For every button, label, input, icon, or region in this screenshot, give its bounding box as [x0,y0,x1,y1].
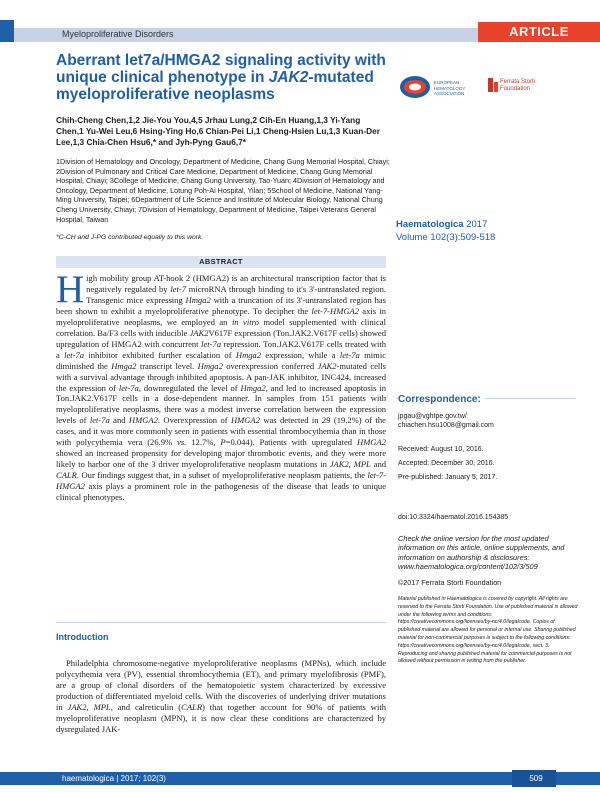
contribution-note: *C-CH and J-PG contributed equally to this work. [56,234,204,241]
online-version-note: Check the online version for the most updated information on this article, online supplements, and information on authorship & disclosures: www.haematologica.org/content/102/3/509 [398,534,565,572]
title-italic: JAK2 [268,69,309,86]
foundation-logo-icon [486,76,500,94]
footer-citation: haematologica | 2017; 102(3) [62,774,166,783]
copyright: ©2017 Ferrata Storti Foundation [398,578,502,587]
author-list: Chih-Cheng Chen,1,2 Jie-You You,4,5 Jrhau Lung,2 Cih-En Huang,1,3 Yi-Yang Chen,1 Yu-Wei Leu,6 Hsing-Ying Ho,6 Chian-Pei Li,1 Cheng-Hsien Lu,1,3 Kuan-Der Lee,1,3 Chia-Chen Hsu6,* and Jyh-Pyng Gau6,7* [56,115,380,147]
publication-dates [398,446,497,488]
article-title [56,52,396,103]
correspondence-heading: Correspondence: [398,394,485,405]
abstract-heading: ABSTRACT [199,257,243,266]
section-label: Myeloproliferative Disorders [62,29,174,39]
abstract-text [56,268,387,503]
abstract-dropcap: H [56,268,85,311]
section-divider [56,622,386,623]
journal-volume: Volume 102(3):509-518 [396,232,496,243]
received-date: Received: August 10, 2016. [398,446,484,453]
introduction-text: Philadelphia chromosome-negative myeloproliferative neoplasms (MPNs), which include polycythemia vera (PV), essential thrombocythemia (ET), and primary myelofibrosis (PMF), are a group of clonal disorders of the hematopoietic system characterized by excessive production of differentiated myeloid cells. With the discoveries of underlying driver mutations in JAK2, MPL, and calreticulin (CALR) that together account for 90% of patients with myeloproliferative neoplasm (MPN), it is now clear these conditions are characterized by dysregulated JAK- [56,658,386,734]
accepted-date: Accepted: December 30, 2016. [398,460,495,467]
email-link-1[interactable]: jpgau@vghtpe.gov.tw/ [398,413,467,420]
foundation-name-1: Ferrata Storti [500,79,536,85]
introduction-heading: Introduction [56,632,109,642]
prepublished-date: Pre-published: January 5, 2017. [398,474,498,481]
foundation-name-2: Foundation [500,86,531,92]
doi-link[interactable]: doi:10.3324/haematol.2016.154385 [398,514,509,521]
foundation-logo-text [500,79,535,93]
journal-name: Haematologica [396,219,464,230]
license-text: Material published in Haematologica is covered by copyright. All rights are reserved to the Ferrata Storti Foundation. Use of published material is allowed under the following terms and conditions: https://creativecommons.org/licenses/by-nc/4.0/legalcode. Copies of published material are allowed for personal or internal use. Sharing published material for non-commercial purposes is subject to the following conditions: https://creativecommons.org/licenses/by-nc/4.0/legalcode, sect. 3. Reproducing and sharing published material for commercial purposes is not allowed without permission in writing from the publisher. [398,596,578,665]
correspondence-emails [398,412,494,430]
abstract-body: igh mobility group AT-hook 2 (HMGA2) is an architectural transcription factor that is negatively regulated by let-7 microRNA through binding to it's 3'-untranslated region. Transgenic mice expressing Hmga2 with a truncation of its 3'-untranslated region has been shown to exhibit a myeloproliferative phenotype. To decipher the let-7-HMGA2 axis in myeloproliferative neoplasms, we employed an in vitro model supplemented with clinical correlation. Ba/F3 cells with inducible JAK2V617F expression (Ton.JAK2.V617F cells) showed upregulation of HMGA2 with concurrent let-7a repression. Ton.JAK2.V617F cells treated with a let-7a inhibitor exhibited further escalation of Hmga2 expression, while a let-7a mimic diminished the Hmga2 transcript level. Hmga2 overexpression conferred JAK2-mutated cells with a survival advantage through inhibited apoptosis. A pan-JAK inhibitor, INC424, increased the expression of let-7a, downregulated the level of Hmga2, and led to increased apoptosis in Ton.JAK2.V617F cells in a dose-dependent manner. In samples from 151 patients with myeloproliferative neoplasms, there was a modest inverse correlation between the expression levels of let-7a and HMGA2. Overexpression of HMGA2 was detected in 29 (19.2%) of the cases, and it was more commonly seen in patients with essential thrombocythemia than in those with polycythemia vera (26.9% vs. 12.7%, P=0.044). Patients with upregulated HMGA2 showed an increased propensity for developing major thrombotic events, and they were more likely to harbor one of the 3 driver myeloproliferative neoplasm mutations in JAK2, MPL and CALR. Our findings suggest that, in a subset of myeloproliferative neoplasm patients, the let-7-HMGA2 axis plays a prominent role in the pathogenesis of the disease that leads to unique clinical phenotypes. [56,273,387,503]
header-tab [0,20,14,42]
journal-info [396,218,495,244]
article-badge: ARTICLE [478,22,600,42]
title-part-1: Aberrant let7a/HMGA2 signaling activity with unique clinical phenotype in [56,52,386,86]
page-number: 509 [529,774,543,783]
affiliations: 1Division of Hematology and Oncology, Department of Medicine, Chang Gung Memorial Hospital, Chiayi; 2Division of Pulmonary and Critical Care Medicine, Department of Medicine, Chang Gung Memorial Hospital, Chiayi; 3College of Medicine, Chang Gung University, Tao-Yuan; 4Division of Hematology and Oncology, Department of Medicine, Lotung Poh-Ai Hospital, Yilan; 5School of Medicine, National Yang-Ming University, Taipei; 6Department of Life Science and Institute of Molecular Biology, National Chung Cheng University, Chiayi; 7Division of Hematology, Department of Medicine, Taipei Veterans General Hospital, Taiwan [56,157,390,224]
title-part-2: -mutated myeloproliferative neoplasms [56,69,374,103]
eha-logo-icon [398,74,432,100]
eha-logo-text: EUROPEAN HEMATOLOGY ASSOCIATION [434,80,466,96]
journal-year: 2017 [466,219,488,230]
email-link-2[interactable]: chiachen.hsu1008@gmail.com [398,422,494,429]
